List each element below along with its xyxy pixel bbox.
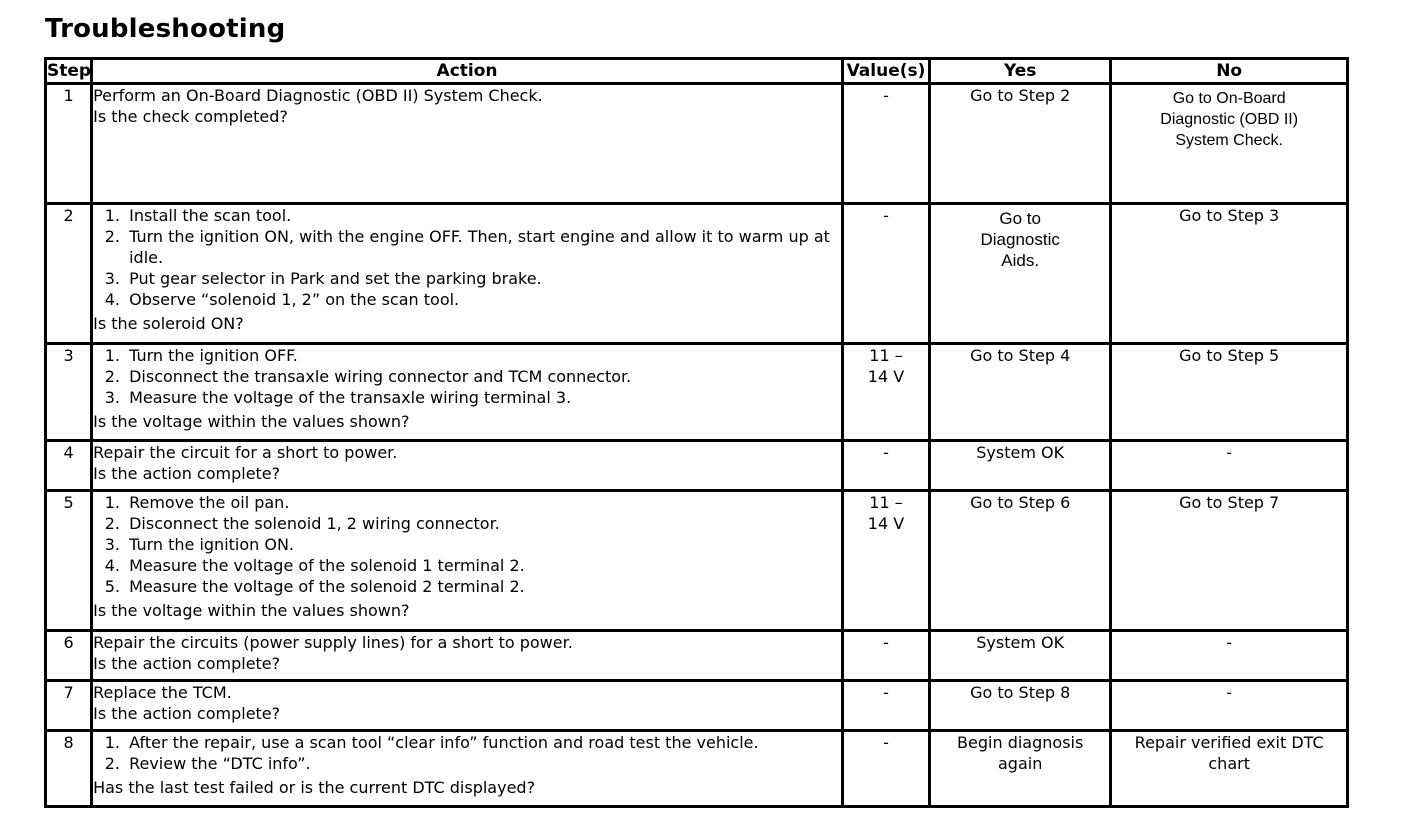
step-number: 6	[46, 631, 92, 681]
yes-cell: System OK	[930, 631, 1111, 681]
yes-cell	[930, 731, 1111, 807]
table-row	[46, 681, 1348, 731]
action-question: Is the voltage within the values shown?	[93, 412, 410, 431]
action-item: 4. Observe “solenoid 1, 2” on the scan tool.	[125, 289, 841, 310]
action-cell	[92, 344, 843, 441]
action-item: 1. After the repair, use a scan tool “clear info” function and road test the vehicle.	[125, 732, 841, 753]
step-number: 5	[46, 491, 92, 631]
action-item: 5. Measure the voltage of the solenoid 2 terminal 2.	[125, 576, 841, 597]
value-text: 11 – 14 V	[867, 493, 905, 533]
header-no: No	[1111, 59, 1348, 84]
action-item: 2. Disconnect the solenoid 1, 2 wiring connector.	[125, 513, 841, 534]
action-text: Repair the circuits (power supply lines) for a short to power.	[93, 633, 573, 652]
action-text: Perform an On-Board Diagnostic (OBD II) System Check.	[93, 86, 543, 105]
table-row	[46, 344, 1348, 441]
action-list	[93, 492, 841, 597]
action-cell	[92, 491, 843, 631]
action-item: 2. Turn the ignition ON, with the engine OFF. Then, start engine and allow it to warm up at idle.	[125, 226, 841, 268]
header-step: Step	[46, 59, 92, 84]
action-list	[93, 345, 841, 408]
step-number: 3	[46, 344, 92, 441]
value-cell: -	[842, 731, 929, 807]
no-cell: -	[1111, 441, 1348, 491]
header-values: Value(s)	[842, 59, 929, 84]
value-cell: -	[842, 84, 929, 204]
action-question: Is the check completed?	[93, 107, 288, 126]
header-yes: Yes	[930, 59, 1111, 84]
no-cell	[1111, 731, 1348, 807]
troubleshooting-table	[44, 57, 1349, 808]
no-cell: Go to Step 5	[1111, 344, 1348, 441]
step-number: 4	[46, 441, 92, 491]
table-row	[46, 491, 1348, 631]
action-text: Repair the circuit for a short to power.	[93, 443, 398, 462]
action-item: 4. Measure the voltage of the solenoid 1 terminal 2.	[125, 555, 841, 576]
action-text: Replace the TCM.	[93, 683, 232, 702]
action-cell	[92, 681, 843, 731]
step-number: 1	[46, 84, 92, 204]
yes-cell: Go to Step 2	[930, 84, 1111, 204]
action-item: 2. Disconnect the transaxle wiring connector and TCM connector.	[125, 366, 841, 387]
action-cell	[92, 631, 843, 681]
yes-cell: Go to Step 6	[930, 491, 1111, 631]
action-cell	[92, 204, 843, 344]
table-row	[46, 731, 1348, 807]
yes-cell: Go to Step 8	[930, 681, 1111, 731]
step-number: 7	[46, 681, 92, 731]
no-cell: Go to Step 7	[1111, 491, 1348, 631]
yes-cell	[930, 204, 1111, 344]
value-text: 11 – 14 V	[867, 346, 905, 386]
yes-cell: Go to Step 4	[930, 344, 1111, 441]
action-cell	[92, 441, 843, 491]
action-item: 1. Remove the oil pan.	[125, 492, 841, 513]
no-cell: Go to Step 3	[1111, 204, 1348, 344]
action-list	[93, 732, 841, 774]
value-cell: -	[842, 681, 929, 731]
no-cell: -	[1111, 681, 1348, 731]
no-text: Repair verified exit DTC chart	[1134, 733, 1324, 773]
yes-text: Begin diagnosis again	[957, 733, 1084, 773]
action-list	[93, 205, 841, 310]
value-cell: -	[842, 441, 929, 491]
action-item: 3. Put gear selector in Park and set the parking brake.	[125, 268, 841, 289]
table-row	[46, 631, 1348, 681]
action-item: 2. Review the “DTC info”.	[125, 753, 841, 774]
action-cell	[92, 731, 843, 807]
action-cell	[92, 84, 843, 204]
action-item: 3. Measure the voltage of the transaxle wiring terminal 3.	[125, 387, 841, 408]
table-row	[46, 204, 1348, 344]
no-cell: -	[1111, 631, 1348, 681]
no-text: Go to On-Board Diagnostic (OBD II) System Check.	[1160, 90, 1299, 149]
value-cell	[842, 344, 929, 441]
action-item: 1. Install the scan tool.	[125, 205, 841, 226]
action-question: Is the soleroid ON?	[93, 314, 244, 333]
action-question: Is the action complete?	[93, 654, 281, 673]
action-item: 3. Turn the ignition ON.	[125, 534, 841, 555]
header-row	[46, 59, 1348, 84]
action-question: Is the voltage within the values shown?	[93, 601, 410, 620]
action-item: 1. Turn the ignition OFF.	[125, 345, 841, 366]
no-cell	[1111, 84, 1348, 204]
step-number: 8	[46, 731, 92, 807]
step-number: 2	[46, 204, 92, 344]
action-question: Has the last test failed or is the current DTC displayed?	[93, 778, 536, 797]
action-question: Is the action complete?	[93, 464, 281, 483]
action-question: Is the action complete?	[93, 704, 281, 723]
value-cell	[842, 491, 929, 631]
table-row	[46, 441, 1348, 491]
table-row	[46, 84, 1348, 204]
value-cell: -	[842, 631, 929, 681]
page-title: Troubleshooting	[45, 14, 286, 44]
header-action: Action	[92, 59, 843, 84]
yes-text: Go to Diagnostic Aids.	[980, 209, 1060, 270]
value-cell: -	[842, 204, 929, 344]
yes-cell: System OK	[930, 441, 1111, 491]
